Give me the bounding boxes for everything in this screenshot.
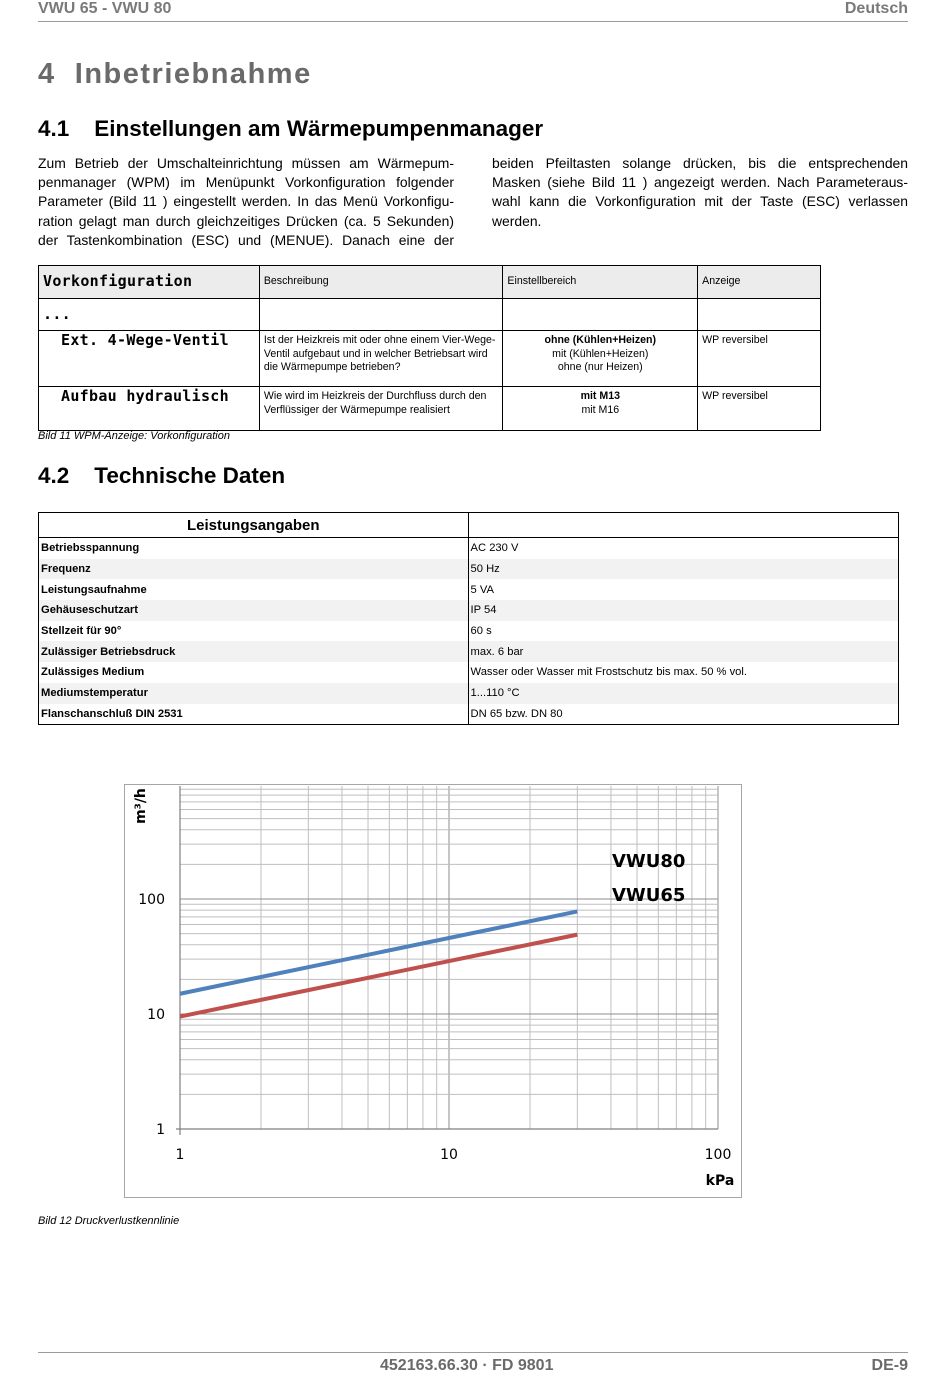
intro-line: beiden Pfeiltasten solange drücken, bis die entsprechenden bbox=[492, 155, 908, 171]
intro-line: der Tastenkombination (ESC) und (MENUE). Danach eine der bbox=[38, 231, 454, 248]
footer-page-number: DE-9 bbox=[871, 1357, 908, 1374]
y-tick-label: 100 bbox=[138, 892, 165, 908]
subsection-heading-4-1 bbox=[38, 116, 543, 142]
config-header-display: Anzeige bbox=[698, 266, 821, 299]
tech-label: Mediumstemperatur bbox=[39, 683, 469, 704]
tech-value: DN 65 bzw. DN 80 bbox=[468, 704, 898, 725]
tech-label: Stellzeit für 90° bbox=[39, 621, 469, 642]
figure-caption-11: Bild 11 WPM-Anzeige: Vorkonfiguration bbox=[38, 430, 230, 442]
tech-value: max. 6 bar bbox=[468, 641, 898, 662]
tech-row bbox=[39, 621, 899, 642]
tech-value: 50 Hz bbox=[468, 559, 898, 580]
config-header-menu: Vorkonfiguration bbox=[39, 266, 260, 299]
figure-caption-12: Bild 12 Druckverlustkennlinie bbox=[38, 1215, 180, 1227]
y-tick-label: 1 bbox=[156, 1122, 165, 1138]
intro-line: wahl kann die Vorkonfiguration mit der Taste (ESC) verlassen bbox=[492, 193, 908, 210]
tech-label: Leistungsaufnahme bbox=[39, 579, 469, 600]
config-row bbox=[39, 387, 821, 431]
intro-line: Parameter (Bild 11 ) eingestellt werden. In das Menü Vorkonfigu- bbox=[38, 193, 454, 210]
config-display: WP reversibel bbox=[698, 387, 821, 431]
config-description: Ist der Heizkreis mit oder ohne einem Vier-Wege-Ventil aufgebaut und in welcher Betriebsart wird die Wärmepumpe betrieben? bbox=[259, 331, 503, 387]
config-ellipsis: ... bbox=[39, 299, 260, 331]
header-title: VWU 65 - VWU 80 bbox=[38, 0, 172, 17]
intro-line: ration gelagt man durch gleichzeitiges Drücken (ca. 5 Sekunden) bbox=[38, 212, 454, 229]
subsection-heading-4-2 bbox=[38, 463, 285, 489]
config-range bbox=[503, 387, 698, 431]
tech-table-header: Leistungsangaben bbox=[39, 513, 469, 538]
config-display: WP reversibel bbox=[698, 331, 821, 387]
tech-value: Wasser oder Wasser mit Frostschutz bis max. 50 % vol. bbox=[468, 662, 898, 683]
config-description: Wie wird im Heizkreis der Durchfluss durch den Verflüssiger der Wärmepumpe realisiert bbox=[259, 387, 503, 431]
footer-document-number: 452163.66.30 · FD 9801 bbox=[380, 1357, 554, 1374]
subsection-title: Technische Daten bbox=[94, 463, 286, 488]
config-header-range: Einstellbereich bbox=[503, 266, 698, 299]
x-tick-label: 1 bbox=[175, 1147, 185, 1163]
tech-row bbox=[39, 579, 899, 600]
header-divider bbox=[38, 21, 908, 22]
subsection-number: 4.2 bbox=[38, 463, 70, 488]
pressure-loss-chart bbox=[124, 784, 742, 1198]
chart-frame bbox=[125, 785, 742, 1198]
config-empty-cell bbox=[259, 299, 503, 331]
intro-line: werden. bbox=[492, 212, 542, 229]
intro-right-column bbox=[492, 154, 908, 231]
tech-table-header-empty bbox=[468, 513, 898, 538]
tech-row bbox=[39, 538, 899, 559]
tech-label: Betriebsspannung bbox=[39, 538, 469, 559]
tech-row bbox=[39, 683, 899, 704]
subsection-title: Einstellungen am Wärmepumpenmanager bbox=[94, 116, 544, 141]
intro-line: penmanager (WPM) im Menüpunkt Vorkonfiguration folgender bbox=[38, 174, 454, 191]
section-title: Inbetriebnahme bbox=[74, 58, 312, 90]
intro-line: Zum Betrieb der Umschalteinrichtung müssen am Wärmepum- bbox=[38, 155, 454, 171]
config-row bbox=[39, 331, 821, 387]
config-param: Aufbau hydraulisch bbox=[39, 387, 260, 431]
config-param: Ext. 4-Wege-Ventil bbox=[39, 331, 260, 387]
tech-value: 60 s bbox=[468, 621, 898, 642]
footer-divider bbox=[38, 1352, 908, 1353]
x-axis-label: kPa bbox=[705, 1173, 735, 1189]
tech-label: Zulässiges Medium bbox=[39, 662, 469, 683]
tech-row bbox=[39, 600, 899, 621]
config-range-option-default: ohne (Kühlen+Heizen) bbox=[544, 334, 657, 346]
config-range-option: mit (Kühlen+Heizen) bbox=[552, 347, 649, 360]
config-range bbox=[503, 331, 698, 387]
legend-label-vwu80: VWU80 bbox=[612, 851, 686, 872]
config-range-option: ohne (nur Heizen) bbox=[557, 361, 643, 373]
x-tick-label: 10 bbox=[440, 1147, 458, 1163]
config-range-option: mit M16 bbox=[581, 403, 620, 416]
config-empty-cell bbox=[503, 299, 698, 331]
tech-label: Gehäuseschutzart bbox=[39, 600, 469, 621]
config-header-description: Beschreibung bbox=[259, 266, 503, 299]
tech-value: 1...110 °C bbox=[468, 683, 898, 704]
tech-value: 5 VA bbox=[468, 579, 898, 600]
tech-value: IP 54 bbox=[468, 600, 898, 621]
y-tick-label: 10 bbox=[147, 1007, 165, 1023]
tech-data-table bbox=[38, 512, 899, 725]
config-empty-cell bbox=[698, 299, 821, 331]
tech-label: Zulässiger Betriebsdruck bbox=[39, 641, 469, 662]
header-language: Deutsch bbox=[844, 0, 908, 17]
config-range-option-default: mit M13 bbox=[580, 390, 621, 402]
intro-line: Masken (siehe Bild 11 ) angezeigt werden. Nach Parameteraus- bbox=[492, 174, 908, 191]
tech-label: Frequenz bbox=[39, 559, 469, 580]
tech-row bbox=[39, 704, 899, 725]
tech-label: Flanschanschluß DIN 2531 bbox=[39, 704, 469, 725]
subsection-number: 4.1 bbox=[38, 116, 70, 141]
config-table bbox=[38, 265, 821, 431]
legend-label-vwu65: VWU65 bbox=[612, 885, 686, 906]
section-heading bbox=[38, 58, 312, 91]
x-tick-label: 100 bbox=[704, 1147, 732, 1163]
tech-row bbox=[39, 559, 899, 580]
intro-left-column bbox=[38, 154, 454, 250]
y-axis-label: m³/h bbox=[133, 788, 149, 824]
tech-value: AC 230 V bbox=[468, 538, 898, 559]
tech-row bbox=[39, 662, 899, 683]
tech-row bbox=[39, 641, 899, 662]
section-number: 4 bbox=[38, 58, 56, 90]
